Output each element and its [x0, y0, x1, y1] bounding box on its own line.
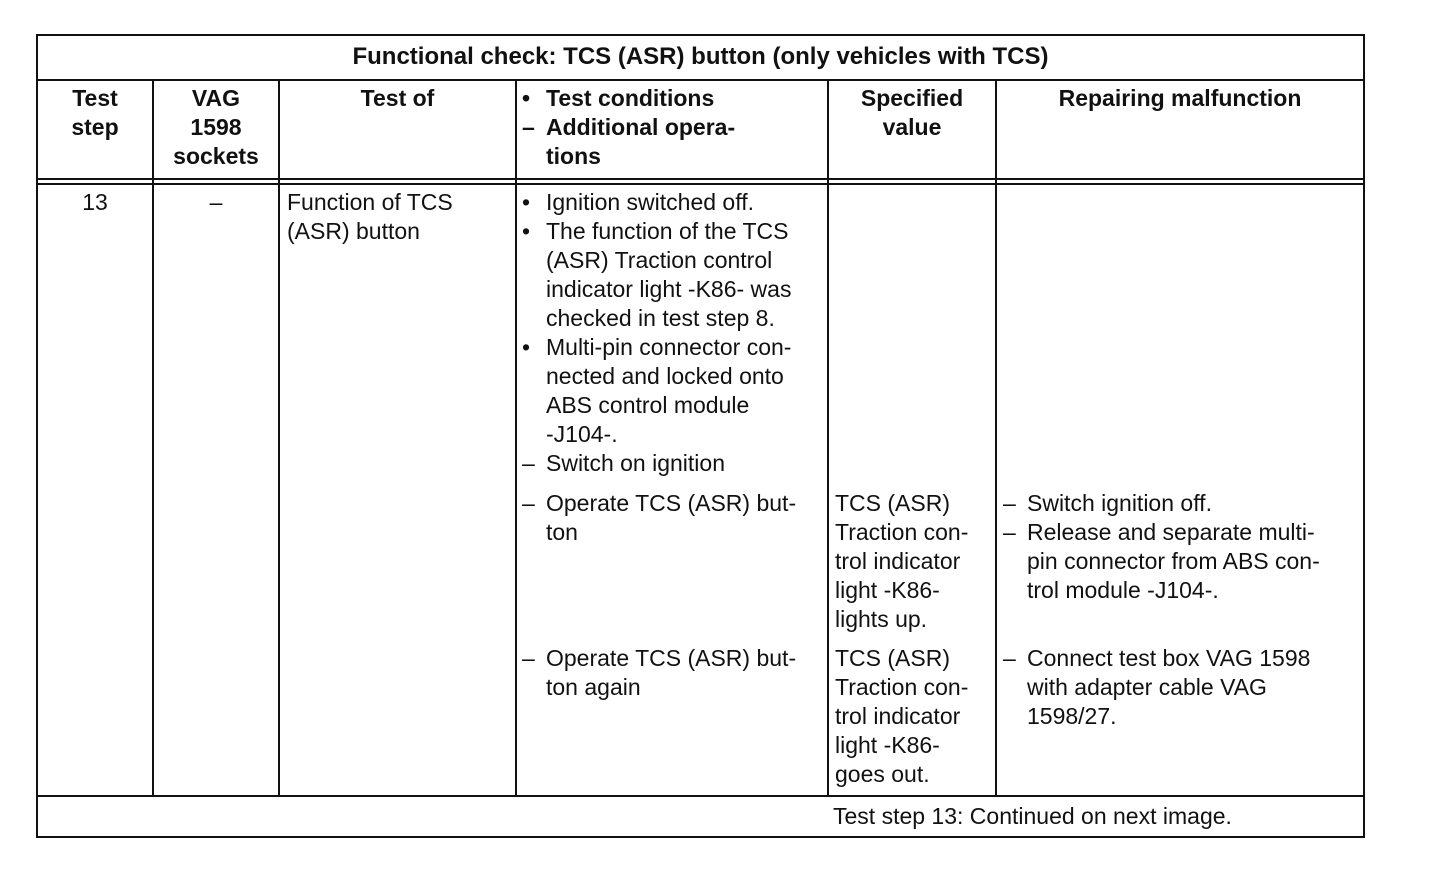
table-title: Functional check: TCS (ASR) button (only vehicles with TCS): [38, 36, 1363, 81]
column-divider: [995, 81, 997, 797]
conditions-group-3: [522, 644, 822, 702]
list-item: – Release and separate multi- pin connector from ABS con- trol module -J104-.: [1003, 519, 1320, 603]
list-item: – Operate TCS (ASR) but- ton: [522, 490, 797, 545]
repair-group-2: [1003, 489, 1363, 605]
conditions-group-1: [522, 188, 822, 478]
conditions-group-2: [522, 489, 822, 547]
functional-check-table: [36, 34, 1365, 838]
column-divider: [827, 81, 829, 797]
list-item: – Switch ignition off.: [1003, 490, 1212, 516]
specified-value-lights-up: TCS (ASR) Traction con- trol indicator light -K86- lights up.: [835, 490, 969, 632]
header-divider: [38, 178, 1363, 180]
header-divider-double: [38, 183, 1363, 185]
list-item: – Operate TCS (ASR) but- ton again: [522, 645, 797, 700]
specified-value-goes-out: TCS (ASR) Traction con- trol indicator light -K86- goes out.: [835, 645, 969, 787]
list-item: • Multi-pin connector con- nected and locked onto ABS control module -J104-.: [522, 334, 792, 447]
footer-divider: [38, 795, 1363, 797]
list-item: • The function of the TCS (ASR) Traction control indicator light -K86- was checked in test step 8.: [522, 218, 792, 331]
header-specified-value: Specified value: [860, 85, 964, 140]
header-test-step: Test step: [71, 85, 119, 140]
cell-test-step: 13: [82, 189, 108, 215]
header-repairing-malfunction: Repairing malfunction: [1058, 85, 1302, 111]
cell-test-of: Function of TCS (ASR) button: [287, 189, 453, 244]
column-divider: [515, 81, 517, 797]
repair-group-3: [1003, 644, 1363, 731]
header-vag-sockets: VAG 1598 sockets: [173, 85, 259, 169]
list-item: – Switch on ignition: [522, 450, 725, 476]
list-item: – Connect test box VAG 1598 with adapter cable VAG 1598/27.: [1003, 645, 1311, 729]
cell-sockets: –: [209, 189, 223, 215]
header-test-of: Test of: [360, 85, 435, 111]
header-conditions: • Test conditions – Additional opera- tions: [522, 85, 736, 169]
column-divider: [278, 81, 280, 797]
continued-note: Test step 13: Continued on next image.: [833, 803, 1232, 829]
list-item: • Ignition switched off.: [522, 189, 754, 215]
